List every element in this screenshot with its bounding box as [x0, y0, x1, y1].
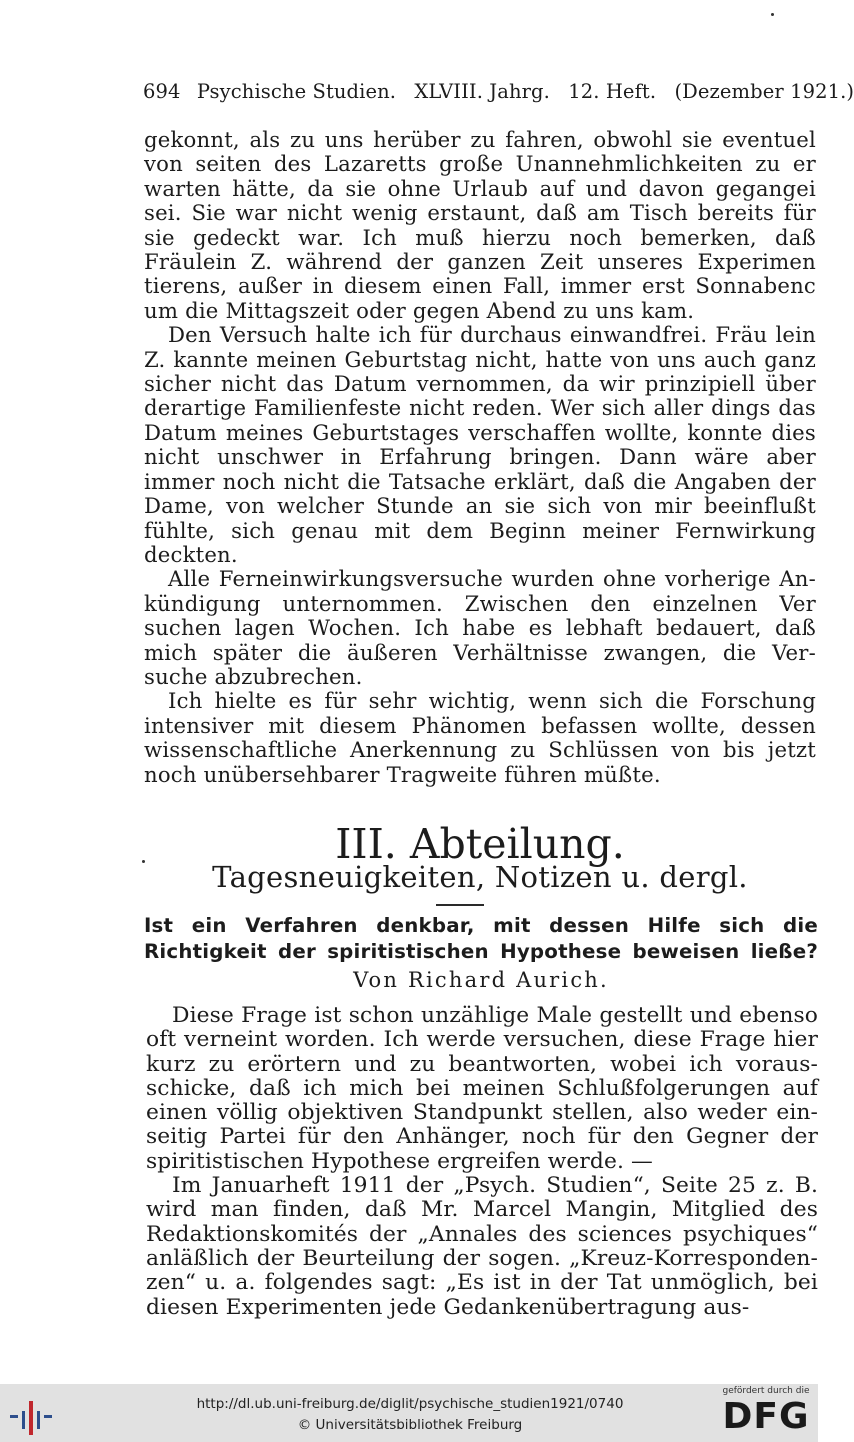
- funded-by-label: gefördert durch die: [722, 1386, 810, 1396]
- divider-rule: [436, 904, 484, 906]
- running-header: [143, 80, 854, 103]
- article-title: [144, 913, 818, 964]
- section-subtitle: Tagesneuigkeiten, Notizen u. dergl.: [212, 860, 748, 894]
- footer-bar: [0, 1384, 818, 1442]
- permalink-url[interactable]: http://dl.ub.uni-freiburg.de/diglit/psychische_studien1921/0740: [196, 1396, 624, 1412]
- journal-name: Psychische Studien.: [196, 80, 397, 103]
- paragraph: gekonnt, als zu uns herüber zu fahren, obwohl sie eventuel von seiten des Lazaretts große Unannehmlichkeiten zu er warten hätte, da sie ohne Urlaub auf und davon gegangei sei. Sie war nicht wenig erstaunt, daß am Tisch bereits für sie gedeckt war. Ich muß hierzu noch bemerken, daß Fräulein Z. während der ganzen Zeit unseres Experimen tierens, außer in diesem einen Fall, immer erst Sonnabenc um die Mittagszeit oder gegen Abend zu uns kam.: [144, 127, 816, 323]
- article-byline: Von Richard Aurich.: [353, 968, 609, 992]
- paragraph: Ich hielte es für sehr wichtig, wenn sich die Forschung intensiver mit diesem Phänomen befassen wollte, dessen wissenschaftliche Anerkennung zu Schlüssen von bis jetzt noch unübersehbarer Tragweite führen müßte.: [144, 688, 816, 787]
- dfg-logo: DFG: [722, 1396, 810, 1437]
- article-title-line: Richtigkeit der spiritistischen Hypothese beweisen ließe?: [144, 939, 818, 963]
- dl-logo-icon: [10, 1401, 54, 1435]
- paragraph: Alle Ferneinwirkungsversuche wurden ohne vorherige An- kündigung unternommen. Zwischen den einzelnen Ver suchen lagen Wochen. Ich habe es lebhaft bedauert, daß mich später die äußeren Verhältnisse zwangen, die Ver- suche abzubrechen.: [144, 566, 816, 689]
- page-number: 694: [143, 80, 181, 103]
- paragraph: Diese Frage ist schon unzählige Male gestellt und ebenso oft verneint worden. Ich werde versuchen, diese Frage hier kurz zu erörtern und zu beantworten, wobei ich voraus- schicke, daß ich mich bei meinen Schlußfolgerungen auf einen völlig objektiven Standpunkt stellen, also weder ein- seitig Partei für den Anhänger, noch für den Gegner der spiritistischen Hypothese ergreifen werde. —: [146, 1003, 818, 1174]
- issue: 12. Heft.: [568, 80, 657, 103]
- issue-date: (Dezember 1921.): [674, 80, 854, 103]
- article-title-line: Ist ein Verfahren denkbar, mit dessen Hilfe sich die: [144, 914, 818, 937]
- section-title: III. Abteilung.: [335, 820, 625, 868]
- scan-speck: [771, 13, 774, 16]
- copyright-notice: © Universitätsbibliothek Freiburg: [297, 1417, 523, 1433]
- article-body: [146, 1004, 818, 1320]
- continued-article-text: [144, 128, 816, 787]
- paragraph: Im Januarheft 1911 der „Psych. Studien“, Seite 25 z. B. wird man finden, daß Mr. Marcel Mangin, Mitglied des Redaktionskomités der „Annales des sciences psychiques“ anläßlich der Beurteilung der sogen. „Kreuz-Korresponden- zen“ u. a. folgendes sagt: „Es ist in der Tat unmöglich, bei diesen Experimenten jede Gedankenübertragung aus-: [146, 1173, 818, 1320]
- paragraph: Den Versuch halte ich für durchaus einwandfrei. Fräu lein Z. kannte meinen Geburtstag nicht, hatte von uns auch ganz sicher nicht das Datum vernommen, da wir prinzipiell über derartige Familienfeste nicht reden. Wer sich aller dings das Datum meines Geburtstages verschaffen wollte, konnte dies nicht unschwer in Erfahrung bringen. Dann wäre aber immer noch nicht die Tatsache erklärt, daß die Angaben der Dame, von welcher Stunde an sie sich von mir beeinflußt fühlte, sich genau mit dem Beginn meiner Fernwirkung deckten.: [144, 322, 816, 567]
- volume: XLVIII. Jahrg.: [414, 80, 550, 103]
